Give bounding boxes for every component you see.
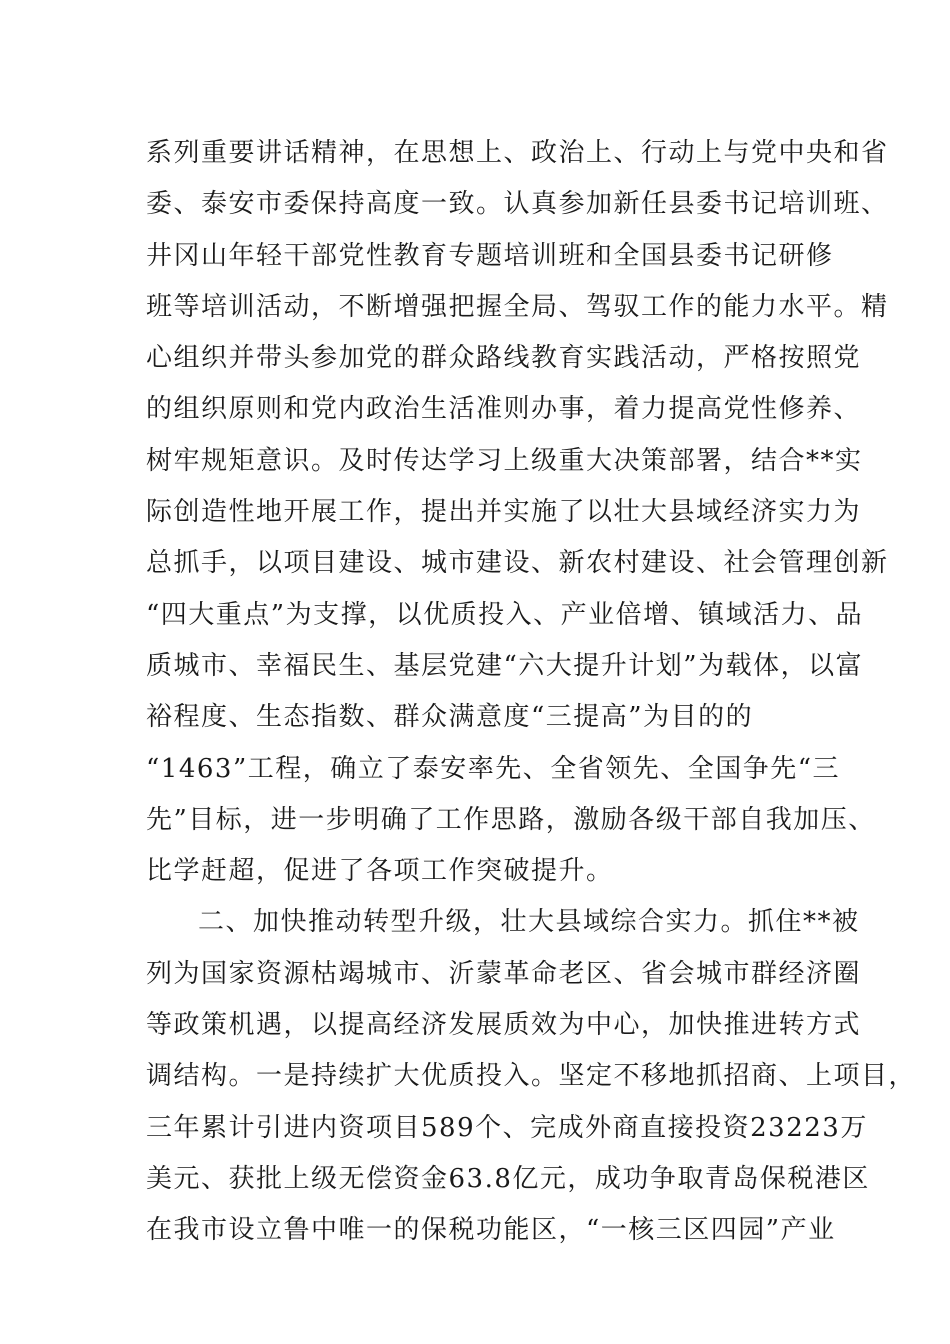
text-line: 质城市、幸福民生、基层党建“六大提升计划”为载体，以富 [146,650,864,681]
text-line: 在我市设立鲁中唯一的保税功能区，“一核三区四园”产业 [146,1215,836,1246]
text-line: 班等培训活动，不断增强把握全局、驾驭工作的能力水平。精 [146,291,889,322]
text-line: 等政策机遇，以提高经济发展质效为中心，加快推进转方式 [146,1010,862,1041]
text-line: 裕程度、生态指数、群众满意度“三提高”为目的的 [146,702,754,733]
text-line: 总抓手，以项目建设、城市建设、新农村建设、社会管理创新 [146,548,889,579]
text-line: “四大重点”为支撑，以优质投入、产业倍增、镇域活力、品 [146,599,864,630]
document-body [146,128,917,1257]
section-heading-line: 二、加快推动转型升级，壮大县域综合实力。抓住**被 [198,907,860,938]
text-line: 的组织原则和党内政治生活准则办事，着力提高党性修养、 [146,394,862,425]
text-line: 井冈山年轻干部党性教育专题培训班和全国县委书记研修 [146,240,834,271]
text-line: 列为国家资源枯竭城市、沂蒙革命老区、省会城市群经济圈 [146,958,862,989]
text-line: 际创造性地开展工作，提出并实施了以壮大县域经济实力为 [146,497,862,528]
text-line: 美元、获批上级无偿资金63.8亿元，成功争取青岛保税港区 [146,1163,870,1194]
text-line: 树牢规矩意识。及时传达学习上级重大决策部署，结合**实 [146,445,863,476]
text-line: 比学赶超，促进了各项工作突破提升。 [146,856,614,887]
text-line: 三年累计引进内资项目589个、完成外商直接投资23223万 [146,1112,868,1143]
text-line: 心组织并带头参加党的群众路线教育实践活动，严格按照党 [146,343,862,374]
text-line: 调结构。一是持续扩大优质投入。坚定不移地抓招商、上项目， [146,1061,917,1092]
text-line: 委、泰安市委保持高度一致。认真参加新任县委书记培训班、 [146,189,889,220]
text-line: “1463”工程，确立了泰安率先、全省领先、全国争先“三 [146,753,841,784]
text-line: 系列重要讲话精神，在思想上、政治上、行动上与党中央和省 [146,138,889,168]
text-line: 先”目标，进一步明确了工作思路，激励各级干部自我加压、 [146,804,876,835]
